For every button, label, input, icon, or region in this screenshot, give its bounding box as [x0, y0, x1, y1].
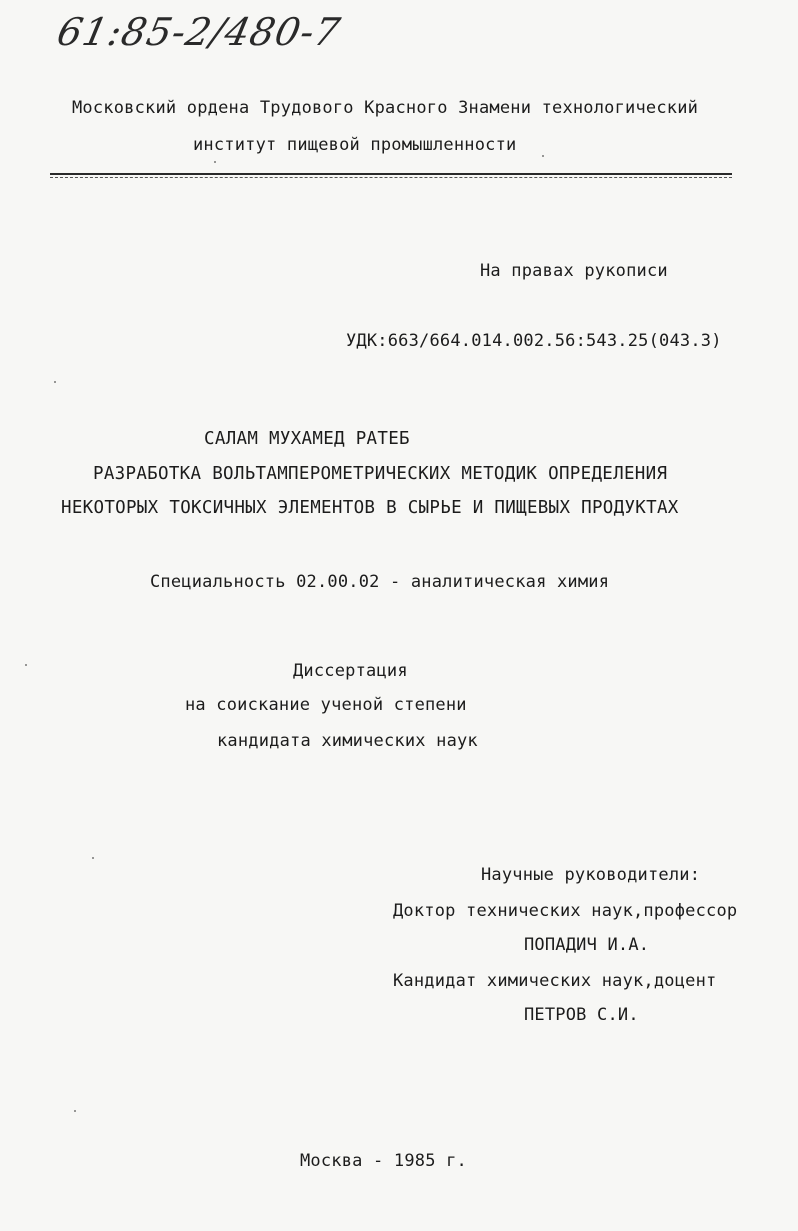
- city-year: Москва - 1985 г.: [300, 1151, 467, 1171]
- author-name: САЛАМ МУХАМЕД РАТЕБ: [204, 429, 410, 449]
- manuscript-note: На правах рукописи: [480, 261, 668, 281]
- title-line-2: НЕКОТОРЫХ ТОКСИЧНЫХ ЭЛЕМЕНТОВ В СЫРЬЕ И ПИЩЕВЫХ ПРОДУКТАХ: [61, 498, 679, 518]
- scan-speck: [25, 664, 27, 666]
- archive-handwritten-mark: 61:85-2/480-7: [53, 10, 345, 54]
- scan-speck: [54, 381, 56, 383]
- header-divider: [50, 173, 732, 175]
- institution-line-1: Московский ордена Трудового Красного Знамени технологический: [72, 98, 699, 118]
- supervisor-1-name: ПОПАДИЧ И.А.: [524, 935, 650, 955]
- scan-speck: [92, 857, 94, 859]
- supervisor-2-title: Кандидат химических наук,доцент: [393, 971, 717, 991]
- specialty: Специальность 02.00.02 - аналитическая химия: [150, 572, 610, 592]
- udc-code: УДК:663/664.014.002.56:543.25(043.3): [346, 331, 722, 351]
- scan-speck: [214, 161, 216, 163]
- title-line-1: РАЗРАБОТКА ВОЛЬТАМПЕРОМЕТРИЧЕСКИХ МЕТОДИК ОПРЕДЕЛЕНИЯ: [93, 464, 668, 484]
- dissertation-degree-field: кандидата химических наук: [217, 731, 478, 751]
- scan-speck: [542, 155, 544, 157]
- supervisor-2-name: ПЕТРОВ С.И.: [524, 1005, 639, 1025]
- dissertation-degree-line: на соискание ученой степени: [185, 695, 467, 715]
- dissertation-label: Диссертация: [293, 661, 408, 681]
- header-divider-dashed: [50, 177, 732, 178]
- institution-line-2: институт пищевой промышленности: [193, 135, 517, 155]
- supervisor-1-title: Доктор технических наук,профессор: [393, 901, 738, 921]
- scan-speck: [74, 1110, 76, 1112]
- supervisors-heading: Научные руководители:: [481, 865, 701, 885]
